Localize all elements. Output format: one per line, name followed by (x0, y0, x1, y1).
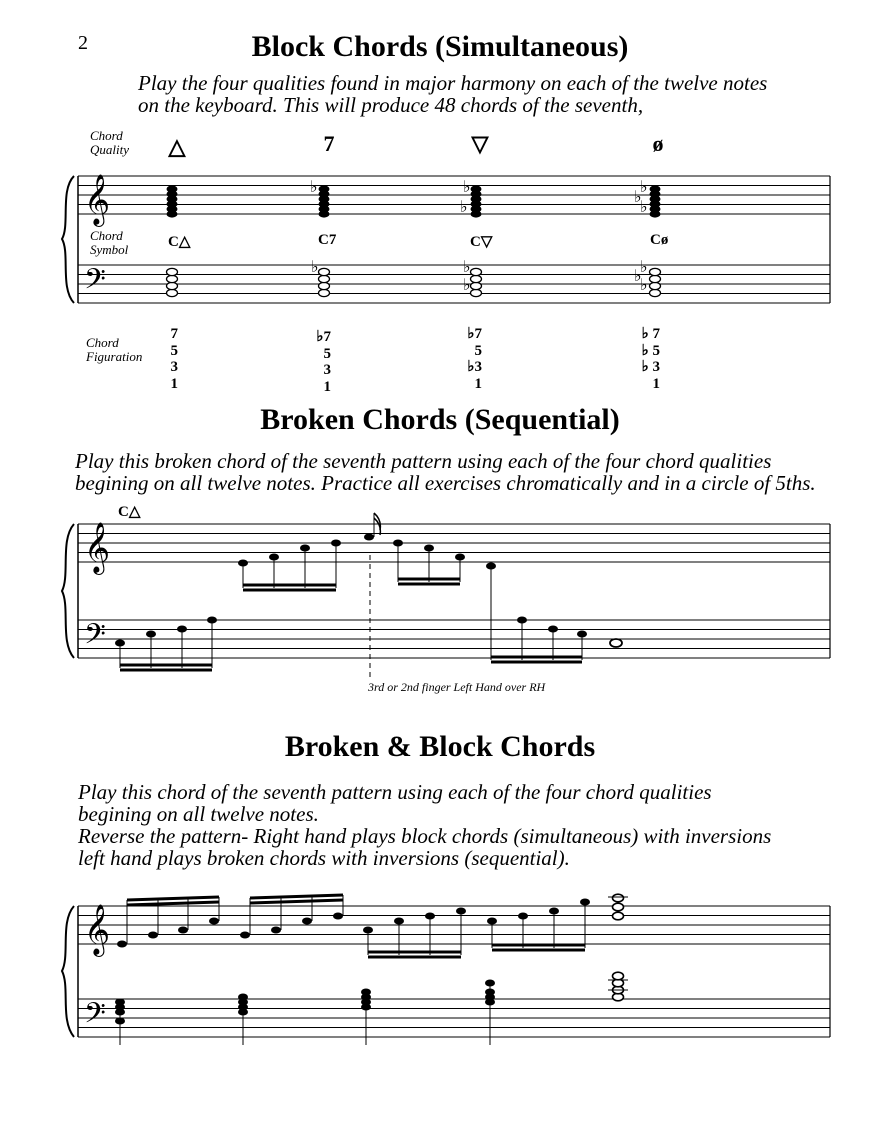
block-chord-cm7-bass (463, 257, 482, 297)
section2-chord-symbol: C△ (118, 504, 141, 520)
finger-instruction: 3rd or 2nd finger Left Hand over RH (368, 680, 546, 694)
instruction-line: begining on all twelve notes. Practice all exercises chromatically and in a circle of 5ths. (75, 471, 816, 495)
quality-dominant7-symbol: 7 (323, 131, 335, 156)
treble-broken-group-2 (240, 895, 343, 939)
treble-clef-icon: 𝄞 (84, 522, 111, 573)
brace-icon (62, 906, 74, 1037)
instruction-line: Reverse the pattern- Right hand plays block chords (simultaneous) with inversions (78, 824, 772, 848)
block-chord-cm7-treble (460, 177, 486, 218)
svg-text:♭: ♭ (463, 257, 471, 276)
cross-staff-note (486, 563, 496, 661)
instruction-line: Play the four qualities found in major harmony on each of the twelve notes (138, 71, 768, 95)
page-number: 2 (78, 32, 88, 54)
figuration-chalfdim: ♭ 7 ♭ 5 ♭ 3 1 (641, 326, 660, 392)
treble-clef-icon: 𝄞 (84, 174, 111, 225)
block-chord-cmaj7-bass (167, 268, 178, 296)
instruction-line: on the keyboard. This will produce 48 chords of the seventh, (138, 93, 644, 117)
top-note-sixteenth (364, 513, 380, 541)
block-chord-cmaj7-treble (162, 185, 182, 217)
section2-title: Broken Chords (Sequential) (260, 403, 620, 436)
bass-ascending-group (115, 617, 217, 671)
section3-title: Broken & Block Chords (284, 730, 596, 763)
svg-text:♭: ♭ (460, 197, 468, 216)
treble-broken-group-3 (363, 908, 466, 958)
treble-broken-group-1 (117, 897, 219, 948)
svg-text:♭: ♭ (311, 257, 319, 276)
bass-clef-icon: 𝄢 (84, 263, 106, 303)
chord-figuration-label: Chord Figuration (86, 335, 143, 364)
block-chord-chalfdim-treble (634, 177, 665, 218)
chord-symbol-c7: C7 (318, 232, 337, 248)
svg-text:♭: ♭ (634, 187, 642, 206)
quality-half-diminished-symbol: ø (652, 131, 664, 156)
chord-symbol-cmaj7: C△ (168, 234, 191, 250)
system-3 (62, 894, 830, 1045)
svg-text:♭: ♭ (463, 275, 471, 294)
chord-symbol-label: Chord Symbol (90, 228, 129, 257)
bass-block-chord-1 (115, 999, 125, 1046)
bass-whole-chord (608, 972, 628, 1001)
treble-ascending-group (238, 540, 341, 591)
instruction-line: Play this broken chord of the seventh pattern using each of the four chord qualities (75, 449, 772, 473)
block-chord-c7-bass (311, 257, 330, 297)
chord-symbol-cm7: C▽ (470, 234, 493, 250)
bass-clef-icon: 𝄢 (84, 618, 106, 658)
svg-text:♭: ♭ (310, 177, 318, 196)
section1-title: Block Chords (Simultaneous) (251, 30, 629, 63)
figuration-cmaj7: 7 5 3 1 (170, 326, 178, 392)
svg-text:♭: ♭ (640, 257, 648, 276)
svg-text:♭: ♭ (640, 197, 648, 216)
instruction-line: begining on all twelve notes. (78, 802, 319, 826)
chord-quality-label: Chord Quality (90, 128, 129, 157)
treble-clef-icon: 𝄞 (84, 904, 111, 955)
figuration-cm7: ♭7 5 ♭3 1 (467, 326, 482, 392)
brace-icon (62, 176, 74, 303)
quality-minor7-symbol: ▽ (471, 131, 489, 156)
figuration-c7: ♭7 5 3 1 (316, 329, 331, 395)
svg-text:♭: ♭ (640, 177, 648, 196)
bass-block-chord-4 (485, 980, 495, 1046)
instruction-line: left hand plays broken chords with inversions (sequential). (78, 846, 570, 870)
system-1 (62, 174, 830, 303)
svg-text:♭: ♭ (640, 275, 648, 294)
block-chord-c7-treble (310, 177, 334, 218)
block-chord-chalfdim-bass (634, 257, 661, 297)
chord-symbol-chalfdim: Cø (650, 232, 669, 248)
svg-text:♭: ♭ (463, 177, 471, 196)
whole-note (610, 639, 622, 647)
bass-clef-icon: 𝄢 (84, 997, 106, 1037)
quality-major7-symbol: △ (168, 134, 186, 159)
instruction-line: Play this chord of the seventh pattern using each of the four chord qualities (78, 780, 712, 804)
brace-icon (62, 524, 74, 658)
system-2 (62, 513, 830, 678)
svg-text:♭: ♭ (634, 266, 642, 285)
